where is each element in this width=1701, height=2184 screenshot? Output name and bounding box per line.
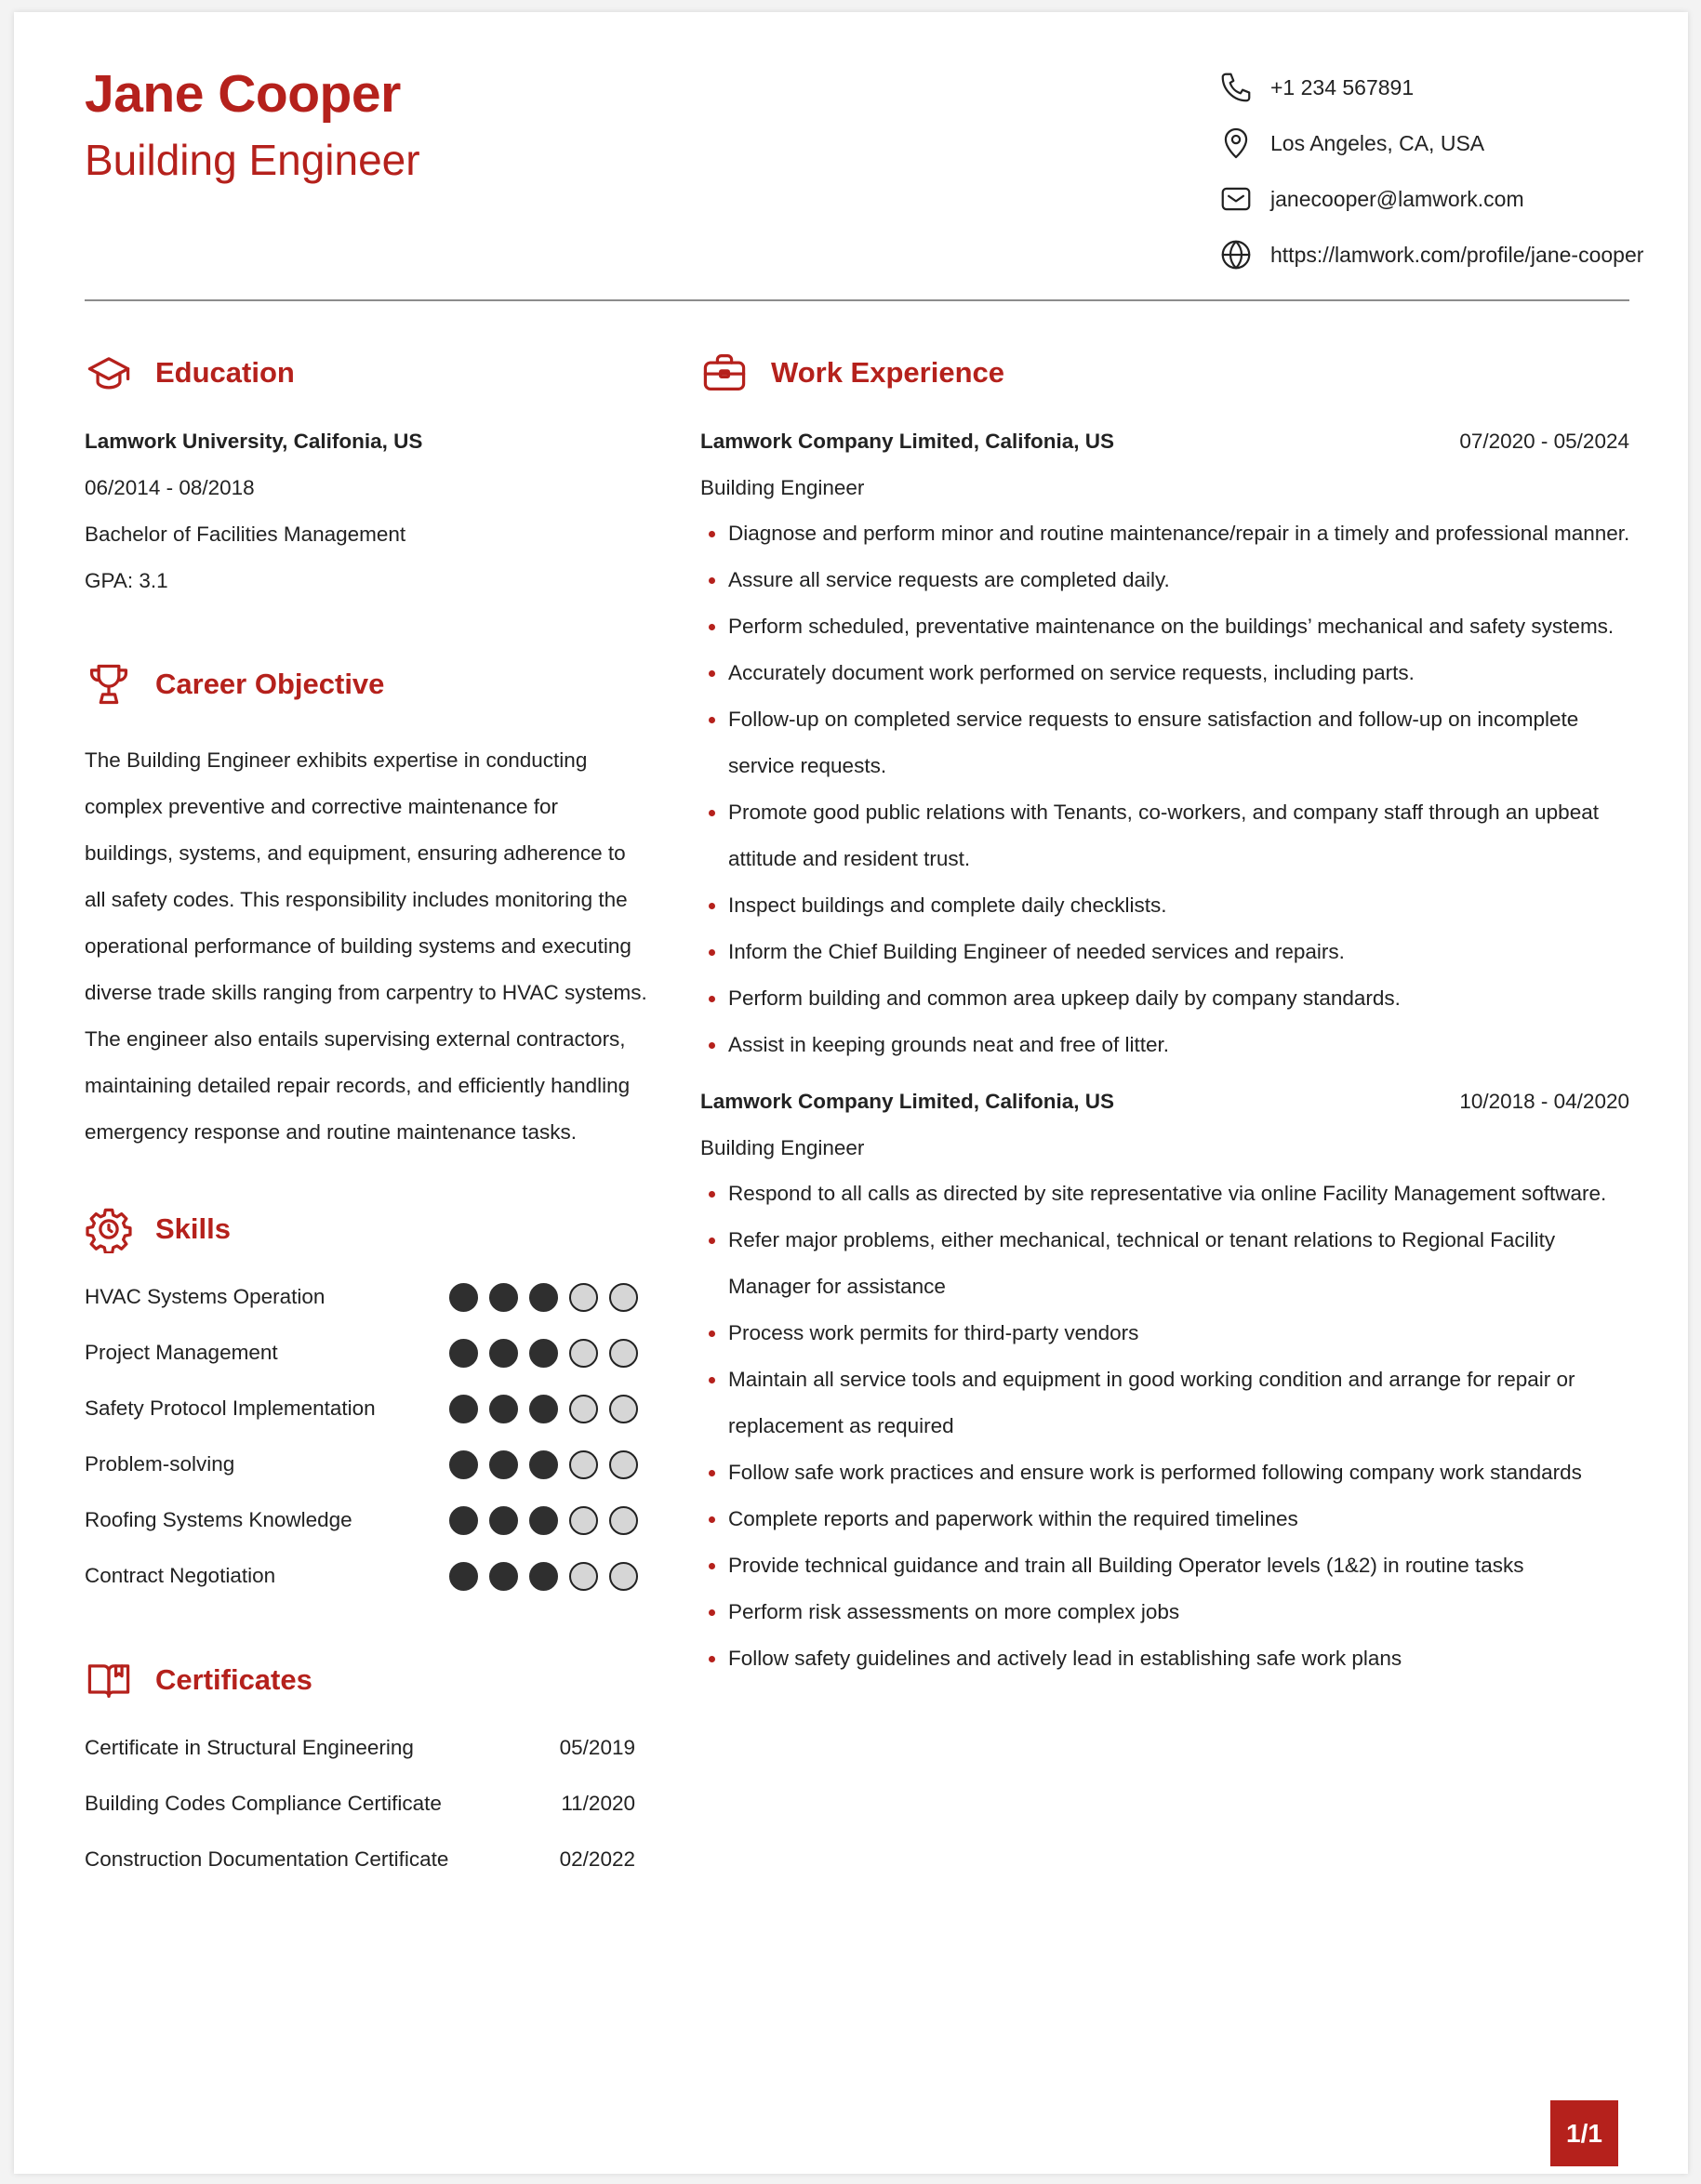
- rating-dot-filled: [449, 1450, 478, 1479]
- skill-row: [85, 1557, 638, 1595]
- open-book-icon: [85, 1656, 133, 1704]
- email-text[interactable]: janecooper@lamwork.com: [1270, 186, 1524, 211]
- contact-website[interactable]: [1218, 236, 1643, 273]
- skill-row: [85, 1334, 638, 1371]
- rating-dot-empty: [569, 1283, 598, 1312]
- globe-icon: [1218, 237, 1254, 272]
- skill-rating: [449, 1339, 638, 1368]
- job-bullet: Assist in keeping grounds neat and free of litter.: [702, 1022, 1632, 1068]
- skill-name: HVAC Systems Operation: [85, 1285, 326, 1308]
- certificate-date: 02/2022: [559, 1847, 635, 1871]
- skill-row: [85, 1390, 638, 1427]
- briefcase-icon: [700, 349, 749, 397]
- resume-page: [14, 12, 1688, 2174]
- rating-dot-filled: [489, 1450, 518, 1479]
- candidate-title: Building Engineer: [85, 136, 420, 184]
- website-link[interactable]: https://lamwork.com/profile/jane-cooper: [1270, 242, 1644, 267]
- education-gpa: GPA: 3.1: [85, 569, 168, 592]
- location-pin-icon: [1218, 126, 1254, 161]
- skill-row: [85, 1502, 638, 1539]
- certificate-row: [85, 1785, 635, 1822]
- job-bullet: Refer major problems, either mechanical, technical or tenant relations to Regional Facility Manager for assistance: [702, 1217, 1632, 1310]
- skill-rating: [449, 1283, 638, 1312]
- skill-name: Safety Protocol Implementation: [85, 1396, 376, 1420]
- rating-dot-filled: [449, 1283, 478, 1312]
- work-heading: Work Experience: [700, 349, 1004, 397]
- trophy-icon: [85, 660, 133, 708]
- rating-dot-filled: [529, 1339, 558, 1368]
- rating-dot-filled: [489, 1562, 518, 1591]
- certificate-row: [85, 1841, 635, 1878]
- skill-name: Contract Negotiation: [85, 1564, 276, 1587]
- job-bullet: Promote good public relations with Tenants, co-workers, and company staff through an upbeat attitude and resident trust.: [702, 789, 1632, 882]
- rating-dot-empty: [569, 1450, 598, 1479]
- skill-rating: [449, 1450, 638, 1479]
- objective-heading: Career Objective: [85, 660, 384, 708]
- education-school: Lamwork University, Califonia, US: [85, 430, 423, 453]
- job-bullet: Perform building and common area upkeep daily by company standards.: [702, 975, 1632, 1022]
- education-degree: Bachelor of Facilities Management: [85, 523, 406, 546]
- phone-icon: [1218, 70, 1254, 105]
- skill-rating: [449, 1562, 638, 1591]
- skill-row: [85, 1278, 638, 1316]
- job-bullet: Perform risk assessments on more complex jobs: [702, 1589, 1632, 1635]
- skill-row: [85, 1446, 638, 1483]
- page-indicator: 1/1: [1550, 2100, 1618, 2166]
- email-icon: [1218, 181, 1254, 217]
- rating-dot-empty: [569, 1395, 598, 1423]
- job-bullet: Assure all service requests are completed daily.: [702, 557, 1632, 603]
- skill-rating: [449, 1506, 638, 1535]
- rating-dot-filled: [449, 1562, 478, 1591]
- job-bullet: Complete reports and paperwork within the required timelines: [702, 1496, 1632, 1542]
- contact-location: [1218, 125, 1484, 162]
- graduation-cap-icon: [85, 349, 133, 397]
- job2-bullet-list: [702, 1171, 1632, 1682]
- rating-dot-empty: [609, 1562, 638, 1591]
- location-text: Los Angeles, CA, USA: [1270, 130, 1485, 155]
- rating-dot-empty: [569, 1562, 598, 1591]
- job-bullet: Perform scheduled, preventative maintenance on the buildings’ mechanical and safety systems.: [702, 603, 1632, 650]
- certificate-name: Certificate in Structural Engineering: [85, 1736, 414, 1759]
- contact-phone: [1218, 69, 1414, 106]
- rating-dot-filled: [489, 1506, 518, 1535]
- job-bullet: Inspect buildings and complete daily checklists.: [702, 882, 1632, 929]
- rating-dot-filled: [529, 1395, 558, 1423]
- job1-role: Building Engineer: [700, 476, 865, 499]
- rating-dot-filled: [449, 1506, 478, 1535]
- job1-dates: 07/2020 - 05/2024: [1459, 430, 1629, 453]
- certificate-date: 05/2019: [559, 1736, 635, 1759]
- rating-dot-filled: [489, 1395, 518, 1423]
- job2-dates: 10/2018 - 04/2020: [1459, 1090, 1629, 1113]
- rating-dot-empty: [609, 1506, 638, 1535]
- rating-dot-filled: [529, 1283, 558, 1312]
- certificate-name: Construction Documentation Certificate: [85, 1847, 449, 1871]
- job-bullet: Maintain all service tools and equipment in good working condition and arrange for repair or replacement as required: [702, 1357, 1632, 1449]
- job-bullet: Follow safety guidelines and actively lead in establishing safe work plans: [702, 1635, 1632, 1682]
- skill-rating: [449, 1395, 638, 1423]
- skill-name: Problem-solving: [85, 1452, 235, 1476]
- job-bullet: Provide technical guidance and train all Building Operator levels (1&2) in routine tasks: [702, 1542, 1632, 1589]
- header-divider: [85, 299, 1629, 301]
- rating-dot-empty: [609, 1339, 638, 1368]
- education-heading: Education: [85, 349, 295, 397]
- education-dates: 06/2014 - 08/2018: [85, 476, 255, 499]
- rating-dot-empty: [569, 1506, 598, 1535]
- job2-company: Lamwork Company Limited, Califonia, US: [700, 1090, 1115, 1113]
- rating-dot-empty: [609, 1450, 638, 1479]
- gear-icon: [85, 1205, 133, 1253]
- contact-email[interactable]: [1218, 180, 1524, 218]
- certificates-heading: Certificates: [85, 1656, 312, 1704]
- job1-company: Lamwork Company Limited, Califonia, US: [700, 430, 1115, 453]
- job-bullet: Accurately document work performed on service requests, including parts.: [702, 650, 1632, 696]
- job-bullet: Inform the Chief Building Engineer of needed services and repairs.: [702, 929, 1632, 975]
- job-bullet: Follow safe work practices and ensure work is performed following company work standards: [702, 1449, 1632, 1496]
- rating-dot-empty: [609, 1395, 638, 1423]
- rating-dot-filled: [529, 1562, 558, 1591]
- certificate-date: 11/2020: [561, 1792, 635, 1815]
- job2-role: Building Engineer: [700, 1136, 865, 1159]
- rating-dot-empty: [609, 1283, 638, 1312]
- candidate-name: Jane Cooper: [85, 64, 401, 124]
- skill-name: Project Management: [85, 1341, 278, 1364]
- rating-dot-filled: [489, 1339, 518, 1368]
- job1-bullet-list: [702, 510, 1632, 1068]
- job-bullet: Diagnose and perform minor and routine maintenance/repair in a timely and professional manner.: [702, 510, 1632, 557]
- skill-name: Roofing Systems Knowledge: [85, 1508, 352, 1531]
- skills-heading: Skills: [85, 1205, 231, 1253]
- rating-dot-filled: [529, 1506, 558, 1535]
- rating-dot-empty: [569, 1339, 598, 1368]
- job-bullet: Respond to all calls as directed by site representative via online Facility Management software.: [702, 1171, 1632, 1217]
- rating-dot-filled: [529, 1450, 558, 1479]
- job-bullet: Process work permits for third-party vendors: [702, 1310, 1632, 1357]
- job-bullet: Follow-up on completed service requests to ensure satisfaction and follow-up on incomplete service requests.: [702, 696, 1632, 789]
- phone-text: +1 234 567891: [1270, 74, 1415, 99]
- objective-text: The Building Engineer exhibits expertise in conducting complex preventive and corrective maintenance for buildings, systems, and equipment, ensuring adherence to all safety codes. This responsibility includes monitoring the operational performance of building systems and executing diverse trade skills ranging from carpentry to HVAC systems. The engineer also entails supervising external contractors, maintaining detailed repair records, and efficiently handling emergency response and routine maintenance tasks.: [85, 748, 647, 1144]
- rating-dot-filled: [449, 1395, 478, 1423]
- certificate-row: [85, 1729, 635, 1767]
- certificate-name: Building Codes Compliance Certificate: [85, 1792, 442, 1815]
- rating-dot-filled: [489, 1283, 518, 1312]
- rating-dot-filled: [449, 1339, 478, 1368]
